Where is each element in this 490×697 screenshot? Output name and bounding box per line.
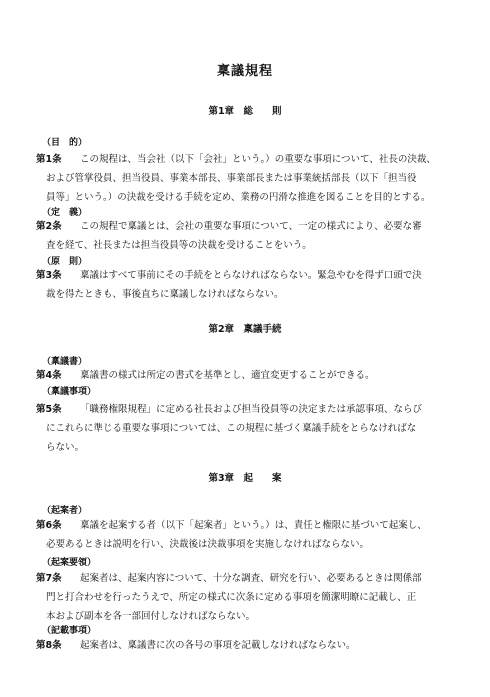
section-heading-drafter: （起案者） [42, 506, 88, 516]
article-text: 稟議書の様式は所定の書式を基準とし、適宜変更することができる。 [80, 370, 375, 381]
article-text: および管掌役員、担当役員、事業本部長、事業部長または事業統括部長（以下「担当役 [46, 173, 417, 184]
article-text: にこれらに準じる重要な事項については、この規程に基づく稟議手続をとらなければな [46, 423, 417, 434]
article-number: 第7条 [36, 573, 62, 584]
article-text: 起案者は、起案内容について、十分な調査、研究を行い、必要あるときは関係部 [80, 573, 422, 584]
chapter-3-heading: 第3章 起 案 [208, 473, 282, 484]
article-8 [36, 636, 456, 655]
article-6 [36, 516, 456, 554]
article-text: この規程は、当会社（以下「会社」という。）の重要な事項について、社長の決裁、 [80, 154, 436, 165]
article-text: 査を経て、社長または担当役員等の決裁を受けることをいう。 [46, 240, 312, 251]
article-text: 「職務権限規程」に定める社長および担当役員等の決定または承認事項、ならび [80, 404, 423, 415]
article-3 [36, 266, 456, 304]
article-text: らない。 [46, 442, 85, 453]
article-text: 必要あるときは説明を行い、決裁後は決裁事項を実施しなければならない。 [46, 539, 370, 550]
article-text: 起案者は、稟議書に次の各号の事項を記載しなければならない。 [80, 640, 356, 651]
article-5 [36, 400, 456, 457]
article-7 [36, 569, 456, 626]
article-number: 第5条 [36, 404, 62, 415]
article-1 [36, 150, 456, 207]
document-title: 稟議規程 [216, 64, 273, 79]
article-2 [36, 217, 456, 255]
article-number: 第2条 [36, 221, 62, 232]
section-heading-principle: （原 則） [42, 257, 88, 267]
section-heading-entry-items: （記載事項） [42, 626, 97, 636]
article-number: 第8条 [36, 640, 62, 651]
section-heading-purpose: （目 的） [42, 138, 88, 148]
article-number: 第3条 [36, 270, 62, 281]
article-number: 第6条 [36, 520, 62, 531]
chapter-1-heading: 第1章 総 則 [208, 106, 282, 117]
article-4 [36, 366, 456, 385]
article-text: この規程で稟議とは、会社の重要な事項について、一定の様式により、必要な審 [80, 221, 422, 232]
article-text: 本および副本を各一部回付しなければならない。 [46, 611, 256, 622]
article-text: 裁を得たときも、事後直ちに稟議しなければならない。 [46, 289, 284, 300]
article-text: 員等」という。）の決裁を受ける手続を定め、業務の円滑な推進を図ることを目的とする。 [46, 192, 431, 203]
article-number: 第4条 [36, 370, 62, 381]
article-text: 稟議はすべて事前にその手続をとらなければならない。緊急やむを得ず口頭で決 [80, 270, 422, 281]
section-heading-ringi-matters: （稟議事項） [42, 387, 97, 397]
article-text: 稟議を起案する者（以下「起案者」という。）は、責任と権限に基づいて起案し、 [80, 520, 427, 531]
chapter-2-heading: 第2章 稟議手続 [208, 324, 282, 335]
article-text: 門と打合わせを行ったうえで、所定の様式に次条に定める事項を簡潔明瞭に記載し、正 [46, 592, 417, 603]
section-heading-ringi-document: （稟議書） [42, 357, 88, 367]
section-heading-drafting-guidelines: （起案要領） [42, 558, 97, 568]
section-heading-definition: （定 義） [42, 208, 88, 218]
article-number: 第1条 [36, 154, 62, 165]
